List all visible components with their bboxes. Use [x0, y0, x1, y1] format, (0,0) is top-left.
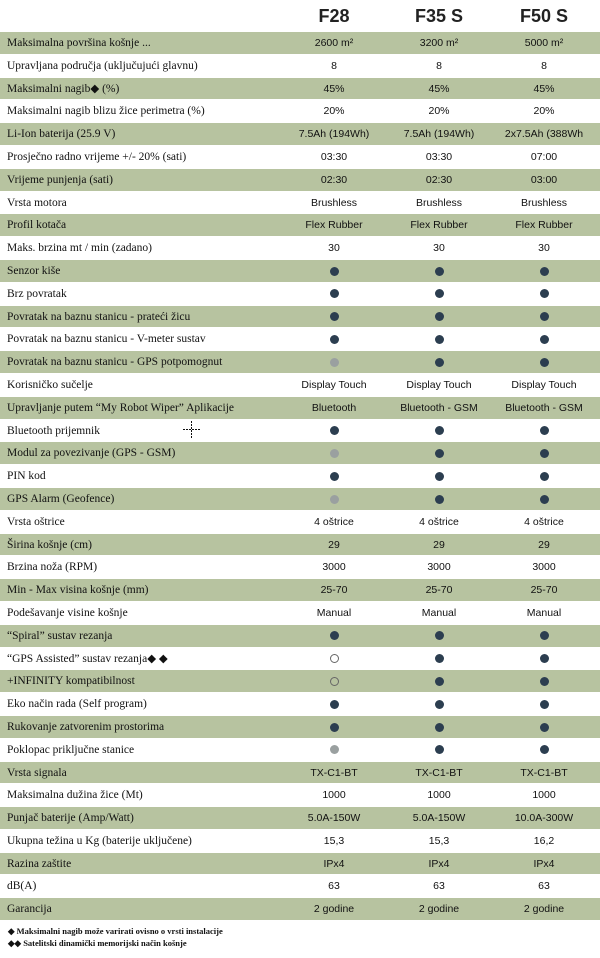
- feature-cell: [282, 465, 386, 487]
- value-cell: Display Touch: [406, 378, 472, 391]
- value-cell: 25-70: [530, 584, 558, 597]
- value-cell: TX-C1-BT: [310, 766, 358, 779]
- feature-cell: [492, 283, 596, 305]
- feature-cell: [492, 465, 596, 487]
- feature-cell: [492, 739, 596, 761]
- value-cell: TX-C1-BT: [520, 766, 568, 779]
- value-cell: 15,3: [428, 834, 450, 847]
- table-row: [0, 853, 600, 876]
- filled-dot-icon: [435, 267, 444, 276]
- table-row: [0, 169, 600, 192]
- model-f35s-heading: F35 S: [414, 6, 464, 26]
- row-label: Upravljanje putem “My Robot Wiper” Aplikacije: [7, 401, 235, 414]
- value-cell: 5000 m²: [524, 37, 564, 49]
- row-label: PIN kod: [7, 470, 46, 483]
- value-cell: 03:00: [530, 173, 558, 186]
- row-label: GPS Alarm (Geofence): [7, 492, 115, 505]
- filled-dot-icon: [540, 335, 549, 344]
- row-label: “Spiral” sustav rezanja: [7, 629, 113, 642]
- value-cell: 2 godine: [313, 903, 355, 916]
- filled-dot-icon: [540, 472, 549, 481]
- row-label: Maksimalna dužina žice (Mt): [7, 789, 143, 802]
- table-row: [0, 78, 600, 101]
- feature-cell: [386, 442, 492, 464]
- feature-cell: [492, 716, 596, 738]
- footnotes: [8, 925, 223, 949]
- filled-dot-icon: [435, 335, 444, 344]
- table-row: [0, 875, 600, 898]
- feature-cell: [386, 488, 492, 510]
- row-label: Maks. brzina mt / min (zadano): [7, 242, 152, 255]
- value-cell: 30: [433, 242, 445, 255]
- table-row: [0, 579, 600, 602]
- value-cell: 2 godine: [418, 903, 460, 916]
- value-cell: 20%: [323, 105, 345, 118]
- row-label: Prosječno radno vrijeme +/- 20% (sati): [7, 150, 187, 163]
- row-label: Ukupna težina u Kg (baterije uključene): [7, 834, 192, 847]
- value-cell: 8: [331, 59, 337, 72]
- value-cell: Flex Rubber: [515, 219, 573, 232]
- row-label: “GPS Assisted” sustav rezanja◆ ◆: [7, 652, 168, 665]
- feature-cell: [386, 306, 492, 328]
- filled-dot-icon: [330, 289, 339, 298]
- filled-dot-icon: [540, 267, 549, 276]
- feature-cell: [282, 260, 386, 282]
- value-cell: 29: [433, 538, 445, 551]
- table-row: [0, 420, 600, 443]
- row-label: Vrsta signala: [7, 766, 67, 779]
- filled-dot-icon: [540, 700, 549, 709]
- filled-dot-icon: [540, 745, 549, 754]
- value-cell: Display Touch: [301, 378, 367, 391]
- value-cell: 30: [328, 242, 340, 255]
- gray-dot-icon: [330, 358, 339, 367]
- feature-cell: [282, 693, 386, 715]
- value-cell: Brushless: [520, 196, 568, 209]
- value-cell: 1000: [427, 789, 451, 802]
- table-row: [0, 283, 600, 306]
- table-row: [0, 123, 600, 146]
- value-cell: 1000: [532, 789, 556, 802]
- row-label: Punjač baterije (Amp/Watt): [7, 812, 134, 825]
- hollow-dot-icon: [330, 677, 339, 686]
- value-cell: Brushless: [310, 196, 358, 209]
- row-label: Povratak na baznu stanicu - GPS potpomognut: [7, 356, 223, 369]
- feature-cell: [386, 351, 492, 373]
- feature-cell: [282, 625, 386, 647]
- value-cell: TX-C1-BT: [415, 766, 463, 779]
- feature-cell: [386, 693, 492, 715]
- filled-dot-icon: [540, 289, 549, 298]
- table-row: [0, 625, 600, 648]
- feature-cell: [386, 625, 492, 647]
- table-row: [0, 351, 600, 374]
- table-row: [0, 374, 600, 397]
- gray-dot-icon: [330, 449, 339, 458]
- row-label: Povratak na baznu stanicu - prateći žicu: [7, 310, 191, 323]
- filled-dot-icon: [435, 723, 444, 732]
- value-cell: 5.0A-150W: [307, 812, 361, 825]
- feature-cell: [282, 670, 386, 692]
- filled-dot-icon: [435, 495, 444, 504]
- value-cell: 03:30: [320, 150, 348, 163]
- value-cell: 15,3: [323, 834, 345, 847]
- value-cell: Bluetooth - GSM: [505, 401, 583, 414]
- value-cell: 29: [328, 538, 340, 551]
- table-row: [0, 807, 600, 830]
- table-row: [0, 146, 600, 169]
- value-cell: 45%: [428, 82, 450, 95]
- filled-dot-icon: [435, 700, 444, 709]
- row-label: dB(A): [7, 880, 37, 893]
- value-cell: Bluetooth - GSM: [400, 401, 478, 414]
- feature-cell: [386, 716, 492, 738]
- filled-dot-icon: [330, 267, 339, 276]
- row-label: Poklopac priključne stanice: [7, 743, 135, 756]
- value-cell: Manual: [316, 606, 352, 619]
- row-label: Podešavanje visine košnje: [7, 606, 128, 619]
- feature-cell: [492, 625, 596, 647]
- value-cell: IPx4: [323, 857, 345, 870]
- feature-cell: [386, 648, 492, 670]
- filled-dot-icon: [435, 289, 444, 298]
- value-cell: IPx4: [428, 857, 450, 870]
- table-row: [0, 488, 600, 511]
- feature-cell: [492, 328, 596, 350]
- table-row: [0, 328, 600, 351]
- table-row: [0, 397, 600, 420]
- table-row: [0, 784, 600, 807]
- table-row: [0, 556, 600, 579]
- value-cell: Brushless: [415, 196, 463, 209]
- spec-table: [0, 32, 600, 921]
- table-row: [0, 237, 600, 260]
- filled-dot-icon: [435, 312, 444, 321]
- feature-cell: [282, 716, 386, 738]
- table-row: [0, 602, 600, 625]
- gray-dot-icon: [330, 495, 339, 504]
- value-cell: Bluetooth: [311, 401, 357, 414]
- value-cell: 25-70: [425, 584, 453, 597]
- filled-dot-icon: [435, 472, 444, 481]
- value-cell: 20%: [533, 105, 555, 118]
- value-cell: 45%: [533, 82, 555, 95]
- feature-cell: [282, 328, 386, 350]
- row-label: +INFINITY kompatibilnost: [7, 675, 135, 688]
- filled-dot-icon: [435, 631, 444, 640]
- filled-dot-icon: [540, 449, 549, 458]
- feature-cell: [282, 442, 386, 464]
- feature-cell: [282, 739, 386, 761]
- filled-dot-icon: [540, 358, 549, 367]
- footnote-slope: ◆ Maksimalni nagib može varirati ovisno o vrsti instalacije: [8, 926, 223, 936]
- filled-dot-icon: [540, 654, 549, 663]
- value-cell: 3000: [427, 561, 451, 574]
- value-cell: Display Touch: [511, 378, 577, 391]
- table-row: [0, 465, 600, 488]
- feature-cell: [282, 488, 386, 510]
- value-cell: Manual: [526, 606, 562, 619]
- footnote-satellite: ◆◆ Satelitski dinamički memorijski način košnje: [8, 938, 187, 948]
- feature-cell: [386, 739, 492, 761]
- value-cell: 2600 m²: [314, 37, 354, 49]
- value-cell: 20%: [428, 105, 450, 118]
- row-label: Bluetooth prijemnik: [7, 424, 100, 437]
- feature-cell: [282, 283, 386, 305]
- feature-cell: [386, 670, 492, 692]
- table-row: [0, 192, 600, 215]
- value-cell: 63: [328, 880, 340, 893]
- feature-cell: [492, 442, 596, 464]
- feature-cell: [492, 306, 596, 328]
- feature-cell: [492, 648, 596, 670]
- filled-dot-icon: [330, 723, 339, 732]
- feature-cell: [282, 351, 386, 373]
- value-cell: 07:00: [530, 150, 558, 163]
- table-header: [0, 0, 600, 32]
- table-row: [0, 511, 600, 534]
- feature-cell: [282, 306, 386, 328]
- filled-dot-icon: [435, 745, 444, 754]
- value-cell: 2 godine: [523, 903, 565, 916]
- row-label: Vrsta oštrice: [7, 515, 65, 528]
- filled-dot-icon: [540, 495, 549, 504]
- value-cell: 8: [436, 59, 442, 72]
- value-cell: 45%: [323, 82, 345, 95]
- value-cell: Flex Rubber: [305, 219, 363, 232]
- value-cell: IPx4: [533, 857, 555, 870]
- value-cell: 1000: [322, 789, 346, 802]
- value-cell: 02:30: [320, 173, 348, 186]
- value-cell: 10.0A-300W: [514, 812, 574, 825]
- filled-dot-icon: [540, 426, 549, 435]
- table-row: [0, 693, 600, 716]
- table-row: [0, 534, 600, 557]
- filled-dot-icon: [540, 631, 549, 640]
- filled-dot-icon: [330, 426, 339, 435]
- value-cell: 7.5Ah (194Wh): [403, 128, 475, 141]
- value-cell: 63: [538, 880, 550, 893]
- hollow-dot-icon: [330, 654, 339, 663]
- row-label: Rukovanje zatvorenim prostorima: [7, 720, 165, 733]
- filled-dot-icon: [435, 358, 444, 367]
- feature-cell: [386, 260, 492, 282]
- feature-cell: [386, 420, 492, 442]
- table-row: [0, 739, 600, 762]
- filled-dot-icon: [435, 426, 444, 435]
- filled-dot-icon: [540, 723, 549, 732]
- value-cell: Flex Rubber: [410, 219, 468, 232]
- feature-cell: [386, 283, 492, 305]
- feature-cell: [492, 351, 596, 373]
- value-cell: 8: [541, 59, 547, 72]
- feature-cell: [492, 488, 596, 510]
- filled-dot-icon: [330, 312, 339, 321]
- table-row: [0, 260, 600, 283]
- row-label: Garancija: [7, 903, 52, 916]
- row-label: Razina zaštite: [7, 857, 72, 870]
- value-cell: 03:30: [425, 150, 453, 163]
- filled-dot-icon: [330, 631, 339, 640]
- value-cell: 4 oštrice: [524, 515, 564, 528]
- feature-cell: [492, 260, 596, 282]
- table-row: [0, 648, 600, 671]
- row-label: Vrsta motora: [7, 196, 67, 209]
- gray-dot-icon: [330, 745, 339, 754]
- table-row: [0, 100, 600, 123]
- feature-cell: [492, 693, 596, 715]
- feature-cell: [386, 465, 492, 487]
- value-cell: 3000: [322, 561, 346, 574]
- table-row: [0, 898, 600, 921]
- value-cell: 5.0A-150W: [412, 812, 466, 825]
- feature-cell: [492, 420, 596, 442]
- value-cell: 16,2: [533, 834, 555, 847]
- feature-cell: [282, 420, 386, 442]
- filled-dot-icon: [330, 700, 339, 709]
- table-row: [0, 55, 600, 78]
- filled-dot-icon: [435, 654, 444, 663]
- model-f50s-heading: F50 S: [519, 6, 569, 26]
- value-cell: 4 oštrice: [419, 515, 459, 528]
- row-label: Modul za povezivanje (GPS - GSM): [7, 447, 176, 460]
- row-label: Eko način rada (Self program): [7, 698, 147, 711]
- value-cell: Manual: [421, 606, 457, 619]
- row-label: Brz povratak: [7, 287, 67, 300]
- value-cell: 3200 m²: [419, 37, 459, 49]
- row-label: Maksimalna površina košnje ...: [7, 37, 151, 49]
- row-label: Vrijeme punjenja (sati): [7, 173, 113, 186]
- filled-dot-icon: [540, 677, 549, 686]
- value-cell: 2x7.5Ah (388Wh: [504, 128, 584, 141]
- filled-dot-icon: [330, 472, 339, 481]
- value-cell: 4 oštrice: [314, 515, 354, 528]
- row-label: Povratak na baznu stanicu - V-meter sustav: [7, 333, 206, 346]
- value-cell: 3000: [532, 561, 556, 574]
- table-row: [0, 306, 600, 329]
- row-label: Upravljana područja (uključujući glavnu): [7, 59, 198, 72]
- filled-dot-icon: [330, 335, 339, 344]
- row-label: Brzina noža (RPM): [7, 561, 98, 574]
- feature-cell: [386, 328, 492, 350]
- row-label: Senzor kiše: [7, 264, 61, 277]
- value-cell: 63: [433, 880, 445, 893]
- filled-dot-icon: [540, 312, 549, 321]
- value-cell: 29: [538, 538, 550, 551]
- table-row: [0, 214, 600, 237]
- filled-dot-icon: [435, 449, 444, 458]
- value-cell: 25-70: [320, 584, 348, 597]
- model-f28-heading: F28: [318, 6, 350, 26]
- feature-cell: [282, 648, 386, 670]
- value-cell: 7.5Ah (194Wh): [298, 128, 370, 141]
- row-label: Korisničko sučelje: [7, 378, 93, 391]
- crosshair-cursor-icon: [183, 421, 201, 439]
- table-row: [0, 32, 600, 55]
- table-row: [0, 830, 600, 853]
- table-row: [0, 716, 600, 739]
- table-row: [0, 670, 600, 693]
- table-row: [0, 442, 600, 465]
- table-row: [0, 762, 600, 785]
- filled-dot-icon: [435, 677, 444, 686]
- row-label: Li-Ion baterija (25.9 V): [7, 128, 116, 141]
- row-label: Min - Max visina košnje (mm): [7, 584, 149, 597]
- value-cell: 30: [538, 242, 550, 255]
- value-cell: 02:30: [425, 173, 453, 186]
- row-label: Maksimalni nagib blizu žice perimetra (%): [7, 105, 205, 118]
- row-label: Profil kotača: [7, 219, 67, 232]
- row-label: Širina košnje (cm): [7, 538, 92, 551]
- row-label: Maksimalni nagib◆ (%): [7, 82, 120, 95]
- feature-cell: [492, 670, 596, 692]
